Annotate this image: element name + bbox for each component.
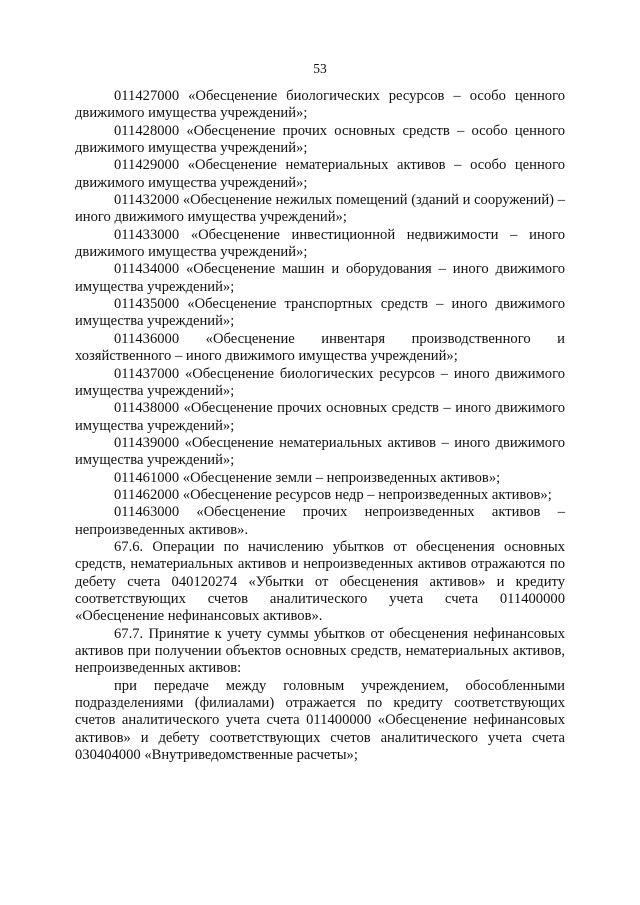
document-page xyxy=(75,0,565,905)
paragraph-account-011429000: 011429000 «Обесценение нематериальных активов – особо ценного движимого имущества учреждений»; xyxy=(75,157,565,191)
paragraph-clause-67-7: 67.7. Принятие к учету суммы убытков от обесценения нефинансовых активов при получении объектов основных средств, нематериальных активов, непроизведенных активов: xyxy=(75,625,565,677)
paragraph-account-011432000: 011432000 «Обесценение нежилых помещений (зданий и сооружений) – иного движимого имущества учреждений»; xyxy=(75,192,565,226)
paragraph-account-011434000: 011434000 «Обесценение машин и оборудования – иного движимого имущества учреждений»; xyxy=(75,261,565,295)
paragraph-account-011435000: 011435000 «Обесценение транспортных средств – иного движимого имущества учреждений»; xyxy=(75,296,565,330)
page-number: 53 xyxy=(313,61,327,76)
paragraph-account-011436000: 011436000 «Обесценение инвентаря производственного и хозяйственного – иного движимого имущества учреждений»; xyxy=(75,330,565,365)
paragraph-account-011427000: 011427000 «Обесценение биологических ресурсов – особо ценного движимого имущества учреждений»; xyxy=(75,88,565,122)
paragraph-account-011437000: 011437000 «Обесценение биологических ресурсов – иного движимого имущества учреждений»; xyxy=(75,365,565,399)
paragraph-account-011438000: 011438000 «Обесценение прочих основных средств – иного движимого имущества учреждений»; xyxy=(75,400,565,434)
paragraph-account-011462000: 011462000 «Обесценение ресурсов недр – непроизведенных активов»; xyxy=(114,486,552,503)
paragraph-clause-67-6: 67.6. Операции по начислению убытков от обесценения основных средств, нематериальных активов и непроизведенных активов отражаются по дебету счета 040120274 «Убытки от обесценения активов» и кредиту соответствующих счетов аналитического учета счета 011400000 «Обесценение нефинансовых активов». xyxy=(75,538,565,625)
paragraph-transfer-between-units: при передаче между головным учреждением, обособленными подразделениями (филиалами) отражается по кредиту соответствующих счетов аналитического учета счета 011400000 «Обесценение нефинансовых активов» и дебету соответствующих счетов аналитического учета счета 030404000 «Внутриведомственные расчеты»; xyxy=(75,677,565,764)
paragraph-account-011433000: 011433000 «Обесценение инвестиционной недвижимости – иного движимого имущества учреждений»; xyxy=(75,226,565,261)
paragraph-account-011428000: 011428000 «Обесценение прочих основных средств – особо ценного движимого имущества учреждений»; xyxy=(75,122,565,157)
paragraph-account-011439000: 011439000 «Обесценение нематериальных активов – иного движимого имущества учреждений»; xyxy=(75,434,565,469)
paragraph-account-011461000: 011461000 «Обесценение земли – непроизведенных активов»; xyxy=(114,469,501,486)
paragraph-account-011463000: 011463000 «Обесценение прочих непроизведенных активов – непроизведенных активов». xyxy=(75,504,565,538)
document-body xyxy=(75,88,565,764)
